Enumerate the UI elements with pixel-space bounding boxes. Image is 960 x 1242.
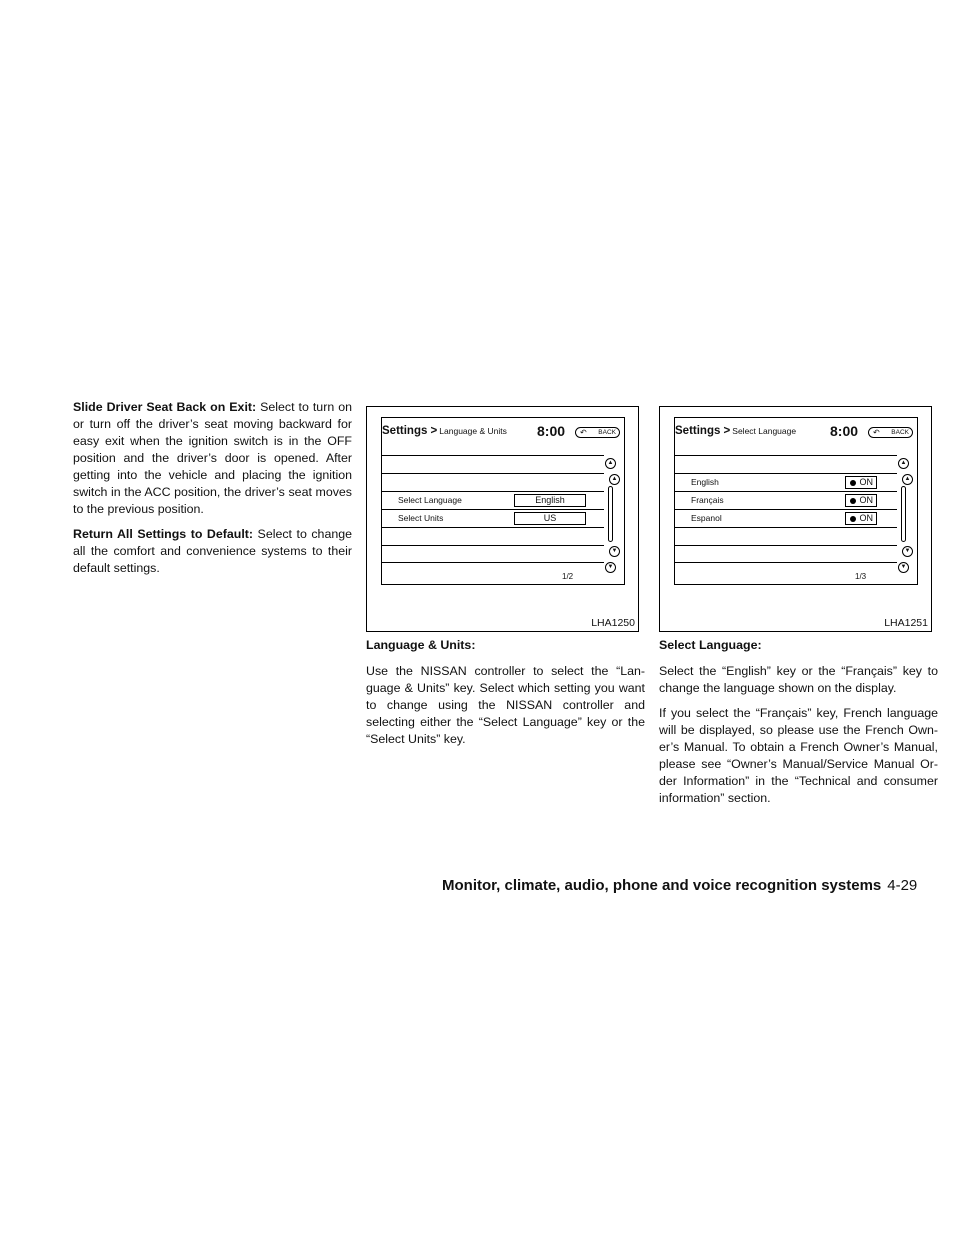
on-indicator xyxy=(845,476,877,489)
figure-code: LHA1251 xyxy=(884,617,928,629)
menu-list xyxy=(675,455,897,563)
scroll-down-icon[interactable]: ▼ xyxy=(902,546,913,557)
footer-section-title: Monitor, climate, audio, phone and voice recognition systems xyxy=(442,877,882,894)
scroll-up-icon[interactable]: ▲ xyxy=(609,474,620,485)
scrollbar[interactable] xyxy=(901,486,906,542)
screen-title-main: Settings > xyxy=(675,425,731,437)
middle-column xyxy=(366,637,645,756)
back-button[interactable] xyxy=(868,427,913,438)
back-arrow-icon: ↶ xyxy=(873,428,880,437)
paragraph-select-language: Select the “English” key or the “Français” key to change the language shown on the display. xyxy=(659,664,938,695)
back-button[interactable] xyxy=(575,427,620,438)
list-item-blank xyxy=(382,473,604,491)
list-item-label: Select Units xyxy=(398,513,444,523)
page-down-icon[interactable]: ▼ xyxy=(898,562,909,573)
list-item-espanol[interactable] xyxy=(675,509,897,527)
figure-code: LHA1250 xyxy=(591,617,635,629)
page-number: 4-29 xyxy=(887,877,918,894)
list-item-blank xyxy=(382,527,604,545)
list-item-value: US xyxy=(514,512,586,525)
screen-title xyxy=(382,425,507,437)
back-label: BACK xyxy=(891,429,909,436)
left-column xyxy=(73,399,352,585)
indicator-dot-icon xyxy=(850,516,856,522)
page-up-icon[interactable]: ▲ xyxy=(605,458,616,469)
paragraph-return-default xyxy=(73,526,352,577)
page-indicator: 1/3 xyxy=(855,572,867,581)
screen-title-main: Settings > xyxy=(382,425,438,437)
list-item-select-language[interactable] xyxy=(382,491,604,509)
screen-title-sub: Language & Units xyxy=(439,426,507,436)
list-item-blank xyxy=(382,545,604,563)
section-heading-language-units: Language & Units: xyxy=(366,638,476,652)
paragraph-slide-seat xyxy=(73,399,352,518)
back-arrow-icon: ↶ xyxy=(580,428,587,437)
list-item-label: Select Language xyxy=(398,495,462,505)
page-footer xyxy=(442,877,917,894)
scroll-down-icon[interactable]: ▼ xyxy=(609,546,620,557)
clock: 8:00 xyxy=(537,423,566,439)
display-screen xyxy=(674,417,918,585)
paragraph-text: Select to change all the comfort and convenience systems to their default settings. xyxy=(73,527,353,575)
figure-select-language xyxy=(659,406,932,632)
list-item-label: English xyxy=(691,477,719,487)
list-item-label: Espanol xyxy=(691,513,722,523)
on-label: ON xyxy=(859,513,873,523)
figure-language-units xyxy=(366,406,639,632)
back-label: BACK xyxy=(598,429,616,436)
paragraph-lead: Return All Settings to Default: xyxy=(73,527,254,541)
clock: 8:00 xyxy=(830,423,859,439)
list-item-select-units[interactable] xyxy=(382,509,604,527)
list-item-blank xyxy=(675,455,897,473)
list-item-blank xyxy=(382,455,604,473)
display-screen xyxy=(381,417,625,585)
list-item-label: Français xyxy=(691,495,724,505)
list-item-blank xyxy=(675,527,897,545)
list-item-francais[interactable] xyxy=(675,491,897,509)
paragraph-language-units: Use the NISSAN controller to select the “Lan-guage & Units” key. Select which setting you want to change using the NISSAN controller and selecting either the “Select Language” key or the “Select Units” key. xyxy=(366,664,645,746)
menu-list xyxy=(382,455,604,563)
on-indicator xyxy=(845,512,877,525)
screen-title-sub: Select Language xyxy=(732,426,797,436)
page-indicator: 1/2 xyxy=(562,572,574,581)
screen-title xyxy=(675,425,796,437)
indicator-dot-icon xyxy=(850,498,856,504)
list-item-blank xyxy=(675,545,897,563)
page-down-icon[interactable]: ▼ xyxy=(605,562,616,573)
scrollbar[interactable] xyxy=(608,486,613,542)
indicator-dot-icon xyxy=(850,480,856,486)
paragraph-french-manual: If you select the “Français” key, French language will be displayed, so please use the French Own-er’s Manual. To obtain a French Owner’s Manual, please see “Owner’s Manual/Service Manual Or-der Information” in the “Technical and consumer information” section. xyxy=(659,706,938,805)
section-heading-select-language: Select Language: xyxy=(659,638,762,652)
list-item-value: English xyxy=(514,494,586,507)
paragraph-text: Select to turn on or turn off the driver’s seat moving backward for easy exit when the ignition switch is in the OFF position and the driver’s door is opened. After getting into the vehicle and placing the ignition switch in the ACC position, the driver’s seat moves to the previous position. xyxy=(73,400,352,516)
on-label: ON xyxy=(859,477,873,487)
on-label: ON xyxy=(859,495,873,505)
scroll-up-icon[interactable]: ▲ xyxy=(902,474,913,485)
paragraph-lead: Slide Driver Seat Back on Exit: xyxy=(73,400,257,414)
on-indicator xyxy=(845,494,877,507)
list-item-english[interactable] xyxy=(675,473,897,491)
right-column xyxy=(659,637,938,815)
page-up-icon[interactable]: ▲ xyxy=(898,458,909,469)
